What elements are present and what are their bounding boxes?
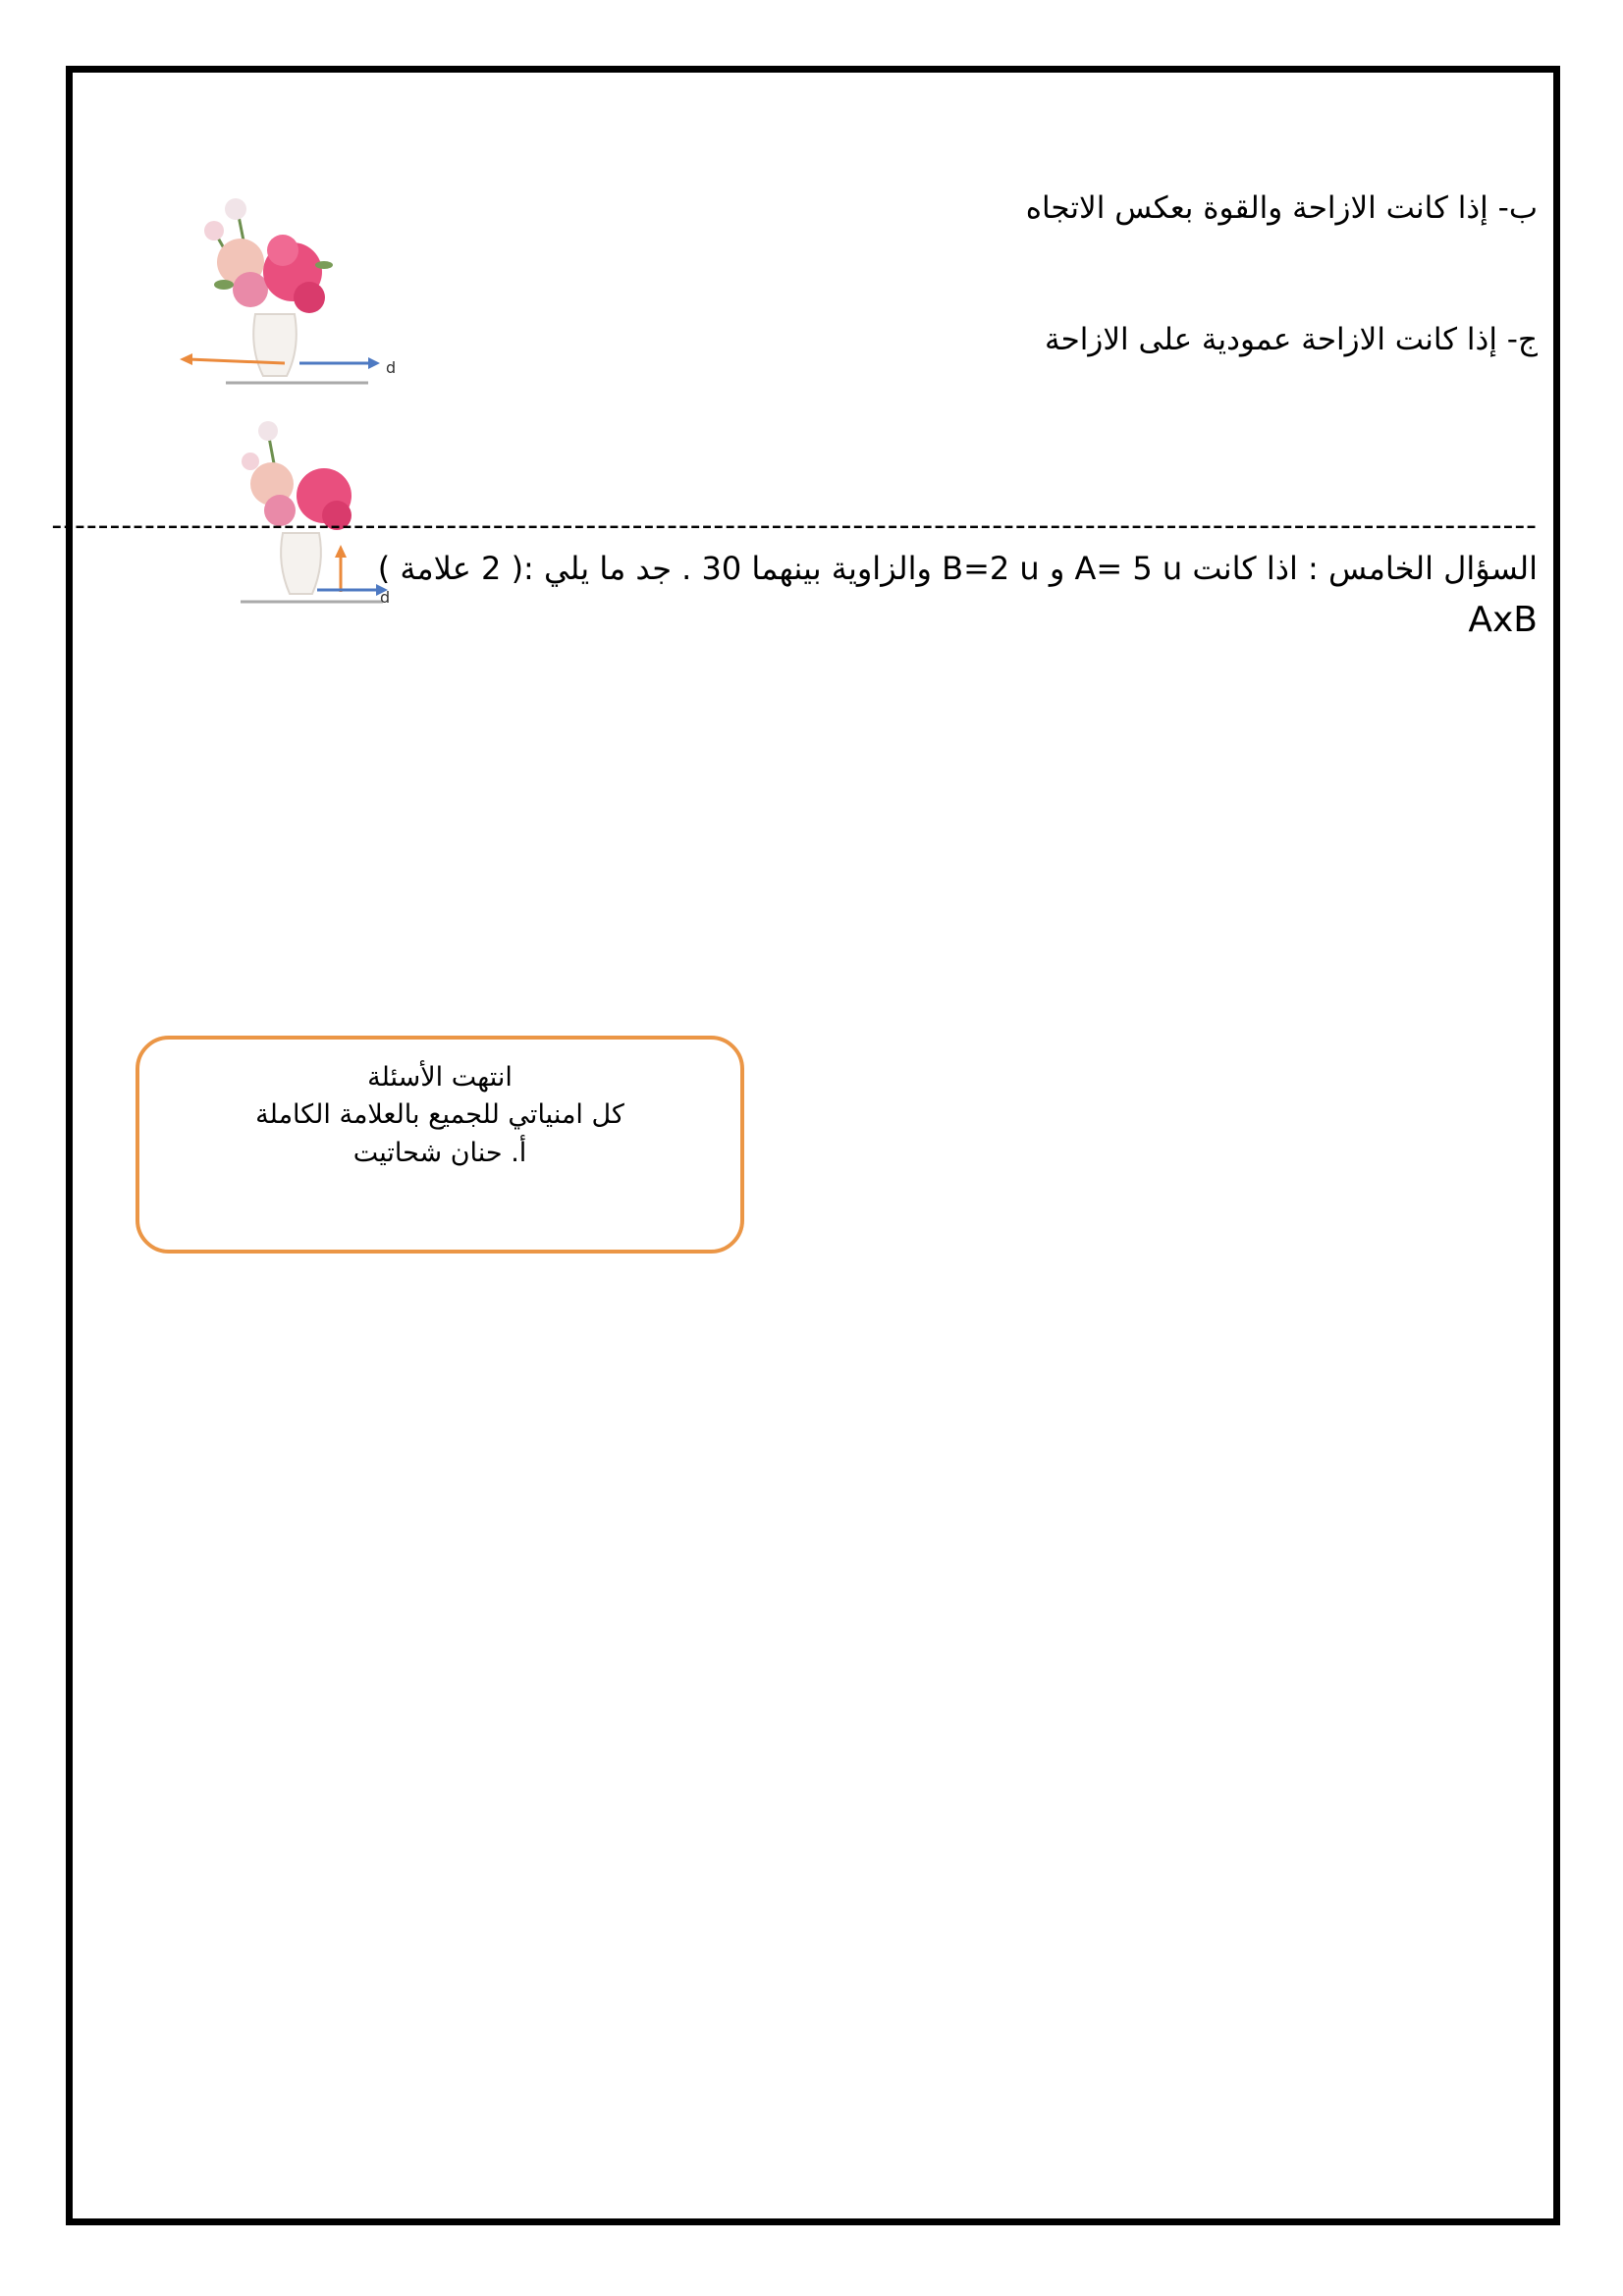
end-line-1: انتهت الأسئلة: [367, 1062, 513, 1093]
end-of-exam-box: [135, 1036, 744, 1254]
force-arrow-vertical: [335, 545, 347, 592]
q5-intro: السؤال الخامس : اذا كانت: [1192, 550, 1538, 587]
q5-and: و: [1049, 550, 1065, 587]
end-line-2: كل امنياتي للجميع بالعلامة الكاملة: [255, 1099, 624, 1131]
q5-angle-value: 30: [701, 550, 742, 587]
end-line-3: أ. حنان شحاتيت: [352, 1137, 527, 1168]
question-part-c: ج- إذا كانت الازاحة عمودية على الازاحة: [1044, 322, 1538, 357]
displacement-label: d: [380, 588, 391, 607]
separator-line: --------------------------------------------------------------------------------------------------------------------------------: [51, 508, 1538, 543]
q5-angle-text: والزاوية بينهما: [751, 550, 932, 587]
question-five: [378, 550, 1538, 587]
q5-vector-a: A= 5 u: [1074, 550, 1183, 587]
vase-figure-opposite-vectors: [177, 191, 412, 393]
displacement-arrow: [299, 357, 380, 369]
flower-bouquet: [204, 198, 333, 313]
vase-shape: [253, 314, 297, 376]
q5-vector-b: B=2 u: [942, 550, 1040, 587]
question-part-b: ب- إذا كانت الازاحة والقوة بعكس الاتجاه: [1025, 190, 1538, 226]
displacement-label: d: [386, 358, 397, 377]
q5-cross-product: AxB: [1468, 600, 1538, 640]
q5-tail: . جد ما يلي :( 2 علامة ): [377, 550, 692, 587]
